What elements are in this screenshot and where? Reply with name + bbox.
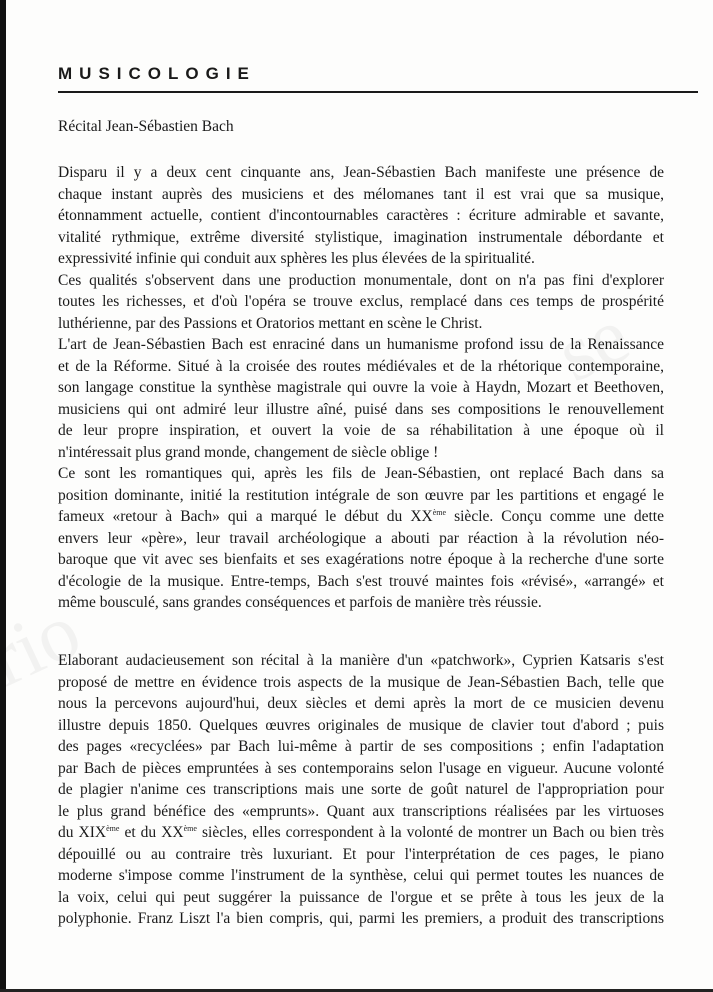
text-line-with-superscript <box>58 822 664 844</box>
text-line: Disparu il y a deux cent cinquante ans, Jean-Sébastien Bach manifeste une présence de <box>58 164 664 181</box>
text-segment: du XIX <box>58 824 107 841</box>
superscript: ème <box>183 824 197 833</box>
text-line: vitalité rythmique, extrême diversité stylistique, imagination instrumentale débordante et <box>58 228 664 246</box>
text-line: moderne s'impose comme l'instrument de la synthèse, celui qui permet toutes les nuances de <box>58 867 664 884</box>
text-line: nous la percevons aujourd'hui, deux siècles et demi après la mort de ce musicien devenu <box>58 695 664 712</box>
text-line: dépouillé ou au contraire très luxuriant. Et pour l'interprétation de ces pages, le piano <box>58 845 664 863</box>
text-line: L'art de Jean-Sébastien Bach est enraciné dans un humanisme profond issu de la Renaissance <box>58 336 664 353</box>
text-line: proposé de mettre en évidence trois aspects de la musique de Jean-Sébastien Bach, telle que <box>58 673 664 691</box>
text-line: chaque instant auprès des musiciens et des mélomanes tant il est vrai que sa musique, <box>58 185 664 203</box>
text-line: Ces qualités s'observent dans une production monumentale, dont on n'a pas fini d'explorer <box>58 271 664 289</box>
text-line: étonnamment actuelle, contient d'incontournables caractères : écriture admirable et savante, <box>58 207 664 224</box>
text-line: d'écologie de la musique. Entre-temps, Bach s'est trouvé maintes fois «révisé», «arrangé» et <box>58 572 664 590</box>
text-line: expressivité infinie qui conduit aux sphères les plus élevées de la spiritualité. <box>58 250 535 267</box>
text-line: la voix, celui qui peut suggérer la puissance de l'orgue et se prête à tous les jeux de la <box>58 888 664 906</box>
text-line: envers leur «père», leur travail archéologique a abouti par réaction à la révolution néo- <box>58 529 664 547</box>
article-body-part-2 <box>58 650 664 930</box>
text-line: son langage constitue la synthèse magistrale qui ouvre la voie à Haydn, Mozart et Beethoven, <box>58 379 664 396</box>
section-header: MUSICOLOGIE <box>58 64 256 83</box>
text-line: par Bach de pièces empruntées à ses contemporains selon l'usage en vigueur. Aucune volonté <box>58 759 664 777</box>
text-line: polyphonie. Franz Liszt l'a bien compris, qui, parmi les premiers, a produit des transcriptions <box>58 910 664 927</box>
text-segment: siècles, elles correspondent à la volonté de montrer un Bach ou bien très <box>196 824 664 841</box>
superscript: ème <box>106 824 120 833</box>
text-line: musiciens qui ont admiré leur illustre aîné, puisé dans ses compositions le renouvellement <box>58 400 664 418</box>
text-segment: et du XX <box>119 824 184 841</box>
text-line: luthérienne, par des Passions et Oratorios mettant en scène le Christ. <box>58 314 483 332</box>
text-line: des pages «recyclées» par Bach lui-même à partir de ses compositions ; enfin l'adaptation <box>58 738 664 755</box>
text-line-with-superscript <box>58 506 664 528</box>
page-left-edge <box>0 0 6 992</box>
paragraph-3 <box>58 334 664 463</box>
text-segment: siècle. Conçu comme une dette <box>446 508 664 525</box>
text-line: de leur propre inspiration, et ouvert la voie de sa réhabilitation à une époque où il <box>58 422 664 439</box>
text-line: le plus grand bénéfice des «emprunts». Quant aux transcriptions réalisées par les virtuoses <box>58 802 664 820</box>
text-line: baroque que vit avec ses bienfaits et ses exagérations notre époque à la recherche d'une sorte <box>58 551 664 568</box>
article-body-part-1 <box>58 162 664 614</box>
header-rule <box>58 91 698 93</box>
text-line: n'intéressait plus grand monde, changement de siècle oblige ! <box>58 443 439 461</box>
text-line: toutes les richesses, et d'où l'opéra se trouve exclus, remplacé dans ces temps de prospérité <box>58 293 664 310</box>
paragraph-2 <box>58 270 664 335</box>
paragraph-5 <box>58 650 664 930</box>
text-line: illustre depuis 1850. Quelques œuvres originales de musique de clavier tout d'abord ; puis <box>58 716 664 734</box>
text-segment: fameux «retour à Bach» qui a marqué le début du XX <box>58 508 433 525</box>
text-line: position dominante, initié la restitution intégrale de son œuvre par les partitions et engagé le <box>58 486 664 504</box>
paragraph-4 <box>58 463 664 614</box>
article-title: Récital Jean-Sébastien Bach <box>58 118 234 135</box>
text-line: Ce sont les romantiques qui, après les fils de Jean-Sébastien, ont replacé Bach dans sa <box>58 465 664 482</box>
text-line: de plagier n'anime ces transcriptions mais une sorte de goût naturel de l'appropriation pour <box>58 781 664 798</box>
superscript: ème <box>432 508 447 517</box>
text-line: et de la Réforme. Situé à la croisée des routes médiévales et de la rhétorique contemporaine, <box>58 357 664 375</box>
paragraph-1 <box>58 162 664 270</box>
text-line: Elaborant audacieusement son récital à la manière d'un «patchwork», Cyprien Katsaris s'est <box>58 652 664 669</box>
text-line: même bousculé, sans grandes conséquences et parfois de manière très réussie. <box>58 594 542 611</box>
